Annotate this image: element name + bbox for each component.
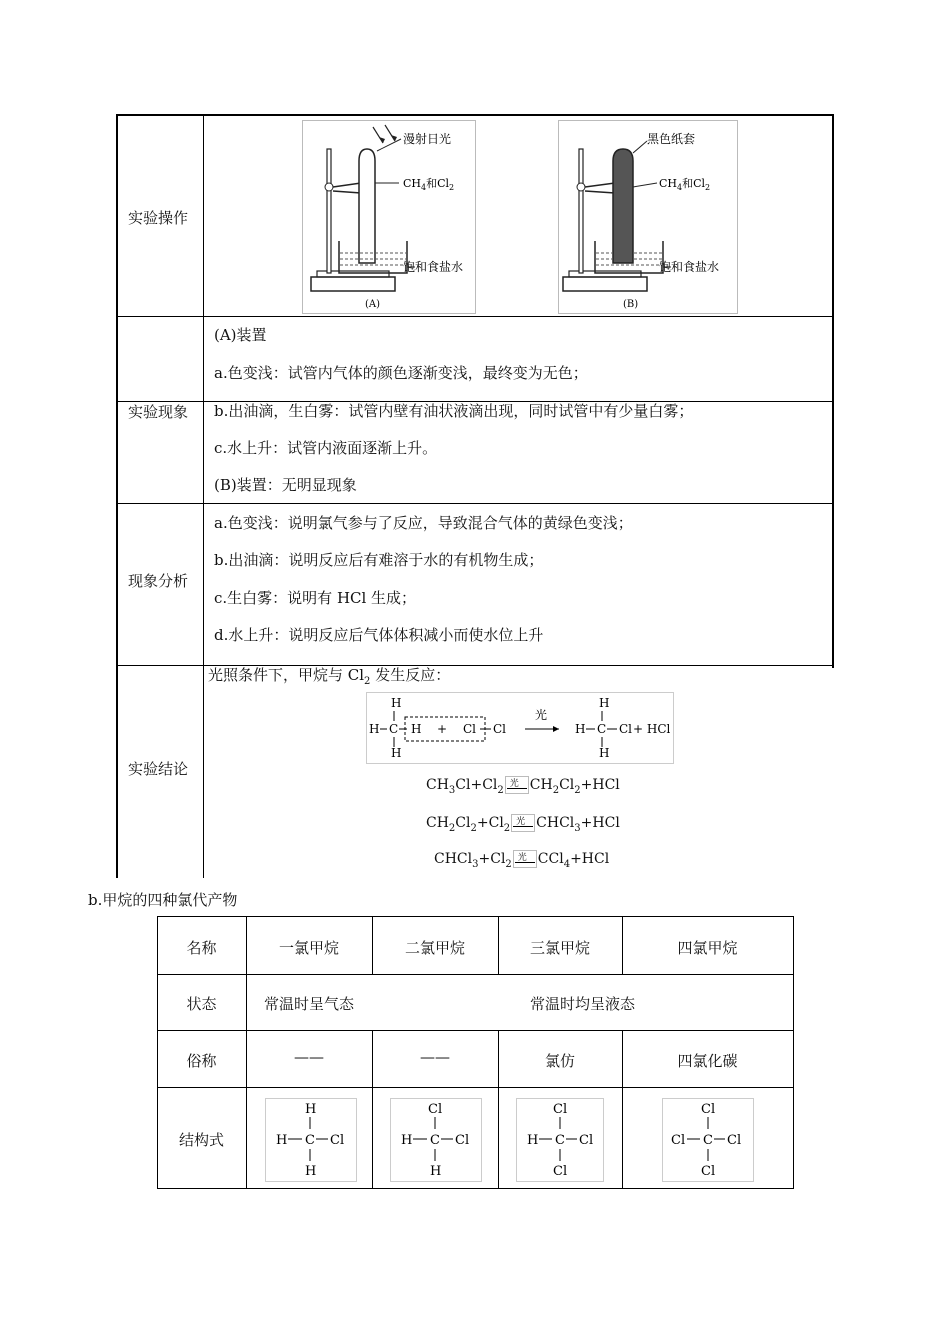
svg-text:饱和食盐水: 饱和食盐水 [403, 260, 464, 274]
svg-text:CH4和Cl2: $CH_4$和$Cl_2$ [403, 177, 455, 192]
row-header-analysis: 现象分析 [128, 572, 189, 590]
svg-text:C: C [703, 1133, 713, 1148]
svg-text:Cl: Cl [428, 1102, 443, 1117]
equation-3: $CHCl_3+Cl_2$ 光 CCl$_4$+HCl [434, 851, 610, 870]
svg-text:H: H [599, 696, 610, 710]
header-trichloromethane: 三氯甲烷 [529, 939, 590, 957]
structure-trichloromethane [516, 1098, 604, 1182]
header-tetrachloromethane: 四氯甲烷 [677, 939, 738, 957]
svg-text:C: C [555, 1133, 565, 1148]
common-name-label: 俗称 [186, 1052, 217, 1070]
svg-text:H: H [527, 1133, 539, 1148]
svg-text:H: H [575, 722, 586, 736]
svg-text:Cl: Cl [727, 1133, 742, 1148]
svg-text:(B): (B) [623, 299, 639, 310]
row-header-conclusion: 实验结论 [128, 760, 189, 778]
conclusion-intro: 光照条件下，甲烷与 $Cl_2$ 发生反应： [208, 666, 451, 687]
svg-text:+ HCl: + HCl [633, 722, 671, 736]
svg-text:H: H [305, 1164, 317, 1179]
row-header-operation: 实验操作 [128, 209, 189, 227]
common-name-3: 氯仿 [544, 1052, 575, 1070]
header-name: 名称 [186, 939, 217, 957]
phenomenon-line-1: (A)装置 [214, 326, 267, 344]
state-liquid: 常温时均呈液态 [529, 995, 635, 1013]
svg-text:Cl: Cl [553, 1164, 568, 1179]
state-label: 状态 [186, 995, 217, 1013]
phenomenon-line-4: c.水上升：试管内液面逐渐上升。 [214, 439, 438, 457]
svg-text:Cl: Cl [701, 1102, 716, 1117]
svg-text:H: H [276, 1133, 288, 1148]
equation-2: $CH_2Cl_2+Cl_2$ 光 CHCl$_3$+HCl [426, 815, 620, 834]
section-b-title: b.甲烷的四种氯代产物 [88, 891, 238, 909]
svg-text:C: C [597, 722, 607, 736]
svg-text:Cl: Cl [330, 1133, 345, 1148]
svg-text:Cl: Cl [463, 722, 477, 736]
svg-text:H: H [599, 746, 610, 760]
structure-label: 结构式 [178, 1131, 224, 1149]
svg-text:饱和食盐水: 饱和食盐水 [659, 260, 720, 274]
svg-text:Cl: Cl [553, 1102, 568, 1117]
row-header-phenomenon: 实验现象 [128, 403, 189, 421]
svg-text:C: C [430, 1133, 440, 1148]
structure-chloromethane [265, 1098, 357, 1182]
analysis-line-1: a.色变浅：说明氯气参与了反应，导致混合气体的黄绿色变浅； [214, 514, 633, 532]
methane-chlorination-scheme [366, 692, 674, 764]
svg-text:Cl: Cl [671, 1133, 686, 1148]
phenomenon-line-3: b.出油滴，生白雾：试管内壁有油状液滴出现，同时试管中有少量白雾； [214, 402, 694, 420]
svg-text:H: H [391, 696, 402, 710]
svg-text:+: + [437, 722, 448, 736]
state-gas: 常温时呈气态 [263, 995, 354, 1013]
phenomenon-line-2: a.色变浅：试管内气体的颜色逐渐变浅，最终变为无色； [214, 364, 588, 382]
structure-tetrachloromethane [662, 1098, 754, 1182]
structure-dichloromethane [390, 1098, 482, 1182]
apparatus-figure-a [302, 120, 476, 314]
svg-text:(A): (A) [365, 299, 381, 310]
common-name-1: —— [294, 1048, 324, 1066]
svg-text:H: H [401, 1133, 413, 1148]
equation-1: $CH_3Cl+Cl_2$ 光 $CH_2Cl_2+HCl$ [426, 777, 620, 796]
svg-text:H: H [305, 1102, 317, 1117]
svg-text:C: C [389, 722, 399, 736]
header-chloromethane: 一氯甲烷 [278, 939, 339, 957]
header-dichloromethane: 二氯甲烷 [404, 939, 465, 957]
phenomenon-line-5: (B)装置：无明显现象 [214, 476, 357, 494]
svg-text:Cl: Cl [493, 722, 507, 736]
apparatus-figure-b [558, 120, 738, 314]
svg-text:C: C [305, 1133, 315, 1148]
svg-text:H: H [391, 746, 402, 760]
analysis-line-4: d.水上升：说明反应后气体体积减小而使水位上升 [214, 626, 544, 644]
svg-text:黑色纸套: 黑色纸套 [647, 132, 696, 146]
svg-text:Cl: Cl [455, 1133, 470, 1148]
svg-text:CH4和Cl2: $CH_4$和$Cl_2$ [659, 177, 711, 192]
svg-text:H: H [430, 1164, 442, 1179]
analysis-line-2: b.出油滴：说明反应后有难溶于水的有机物生成； [214, 551, 544, 569]
label-diffuse-light: 漫射日光 [403, 132, 452, 146]
analysis-line-3: c.生白雾：说明有 HCl 生成； [214, 589, 417, 607]
svg-text:Cl: Cl [579, 1133, 594, 1148]
common-name-2: —— [420, 1048, 450, 1066]
svg-text:光: 光 [535, 708, 548, 722]
svg-text:Cl: Cl [701, 1164, 716, 1179]
svg-text:H: H [369, 722, 380, 736]
svg-text:H: H [411, 722, 422, 736]
svg-text:Cl: Cl [619, 722, 633, 736]
common-name-4: 四氯化碳 [677, 1052, 738, 1070]
